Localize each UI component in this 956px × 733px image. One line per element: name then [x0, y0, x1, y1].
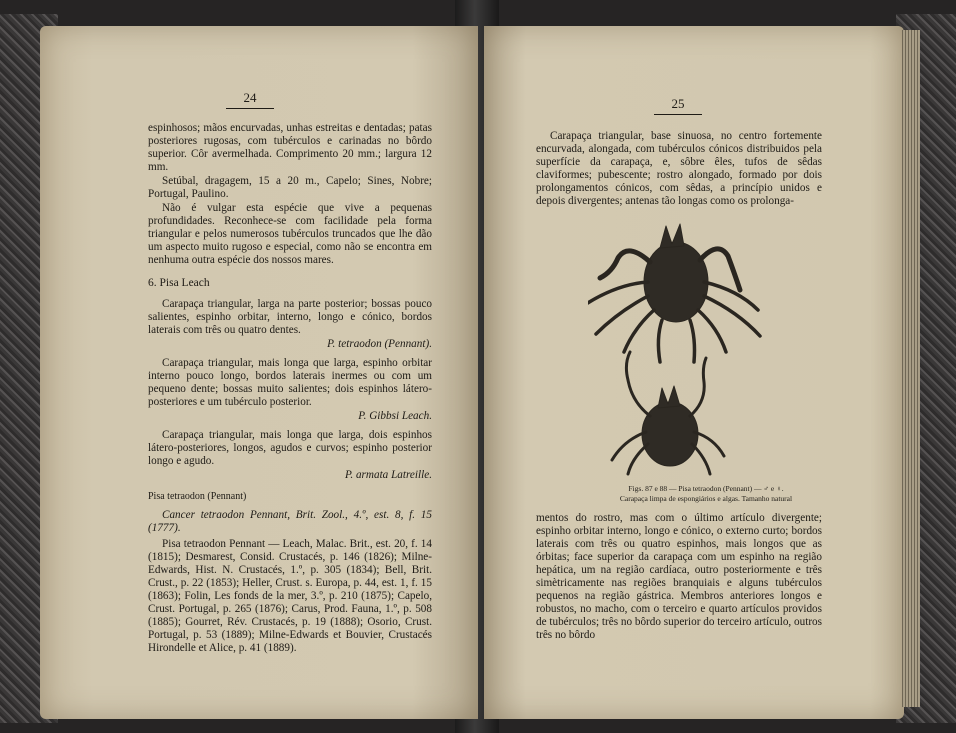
- key-entry-text: Carapaça triangular, mais longa que larga, dois espinhos látero-posteriores, longos, agudos e curvos; espinho posterior longo e agudo.: [148, 429, 432, 467]
- key-entry-text: Carapaça triangular, mais longa que larga, espinho orbitar interno pouco longo, bordos laterais inermes ou com um pequeno dente; bossas muito salientes; dois espinhos látero-posteriores e um tubérculo posterior.: [148, 357, 432, 408]
- reference: Pisa tetraodon Pennant — Leach, Malac. Brit., est. 20, f. 14 (1815); Desmarest, Consid. Crustacés, p. 146 (1826); Milne-Edwards, Hist. N. Crustacés, 1.º, p. 305 (1834); Bell, Brit. Crust., p. 22 (1853); Heller, Crust. s. Europa, p. 44, est. 1, f. 15 (1863); Folin, Les fonds de la mer, 3.º, p. 210 (1875); Capelo, Crust. Portugal, p. 265 (1876); Carus, Prod. Fauna, 1.º, p. 508 (1885); Gourret, Rév. Crustacés, p. 19 (1888); Osorio, Crust. Portugal, p. 53 (1889); Milne-Edwards et Bouvier, Crustacés Hirondelle et Alice, p. 41 (1889).: [148, 538, 432, 654]
- left-page-number: 24: [243, 90, 257, 105]
- genus-heading: 6. Pisa Leach: [148, 277, 210, 289]
- right-bottom-text: [536, 512, 822, 643]
- right-top-text: [536, 130, 822, 209]
- paragraph: Setúbal, dragagem, 15 a 20 m., Capelo; Sines, Nobre; Portugal, Paulino.: [148, 175, 432, 200]
- crab-illustration: [588, 212, 824, 480]
- key-entry-species: P. armata Latreille.: [344, 469, 432, 481]
- paragraph: Não é vulgar esta espécie que vive a pequenas profundidades. Reconhece-se com facilidade pela forma triangular e pelos numerosos tubérculos truncados que lhe dão um aspecto muito rugoso e especial, como não se encontra em nenhuma outra espécie dos nossos mares.: [148, 202, 432, 266]
- reference: Cancer tetraodon Pennant, Brit. Zool., 4.º, est. 8, f. 15 (1777).: [148, 509, 432, 534]
- right-page-number: 25: [671, 96, 685, 111]
- key-entry-text: Carapaça triangular, larga na parte posterior; bossas pouco salientes, espinho orbitar, interno, longo e cónico, bordos laterais com três ou quatro dentes.: [148, 298, 432, 336]
- paragraph: espinhosos; mãos encurvadas, unhas estreitas e dentadas; patas posteriores rugosas, com tubérculos e carinadas no bôrdo superior. Côr avermelhada. Comprimento 20 mm.; largura 12 mm.: [148, 122, 432, 173]
- caption-line: Figs. 87 e 88 — Pisa tetraodon (Pennant) — ♂ e ♀.: [628, 484, 784, 493]
- page-edges: [902, 30, 920, 707]
- figure-caption: [576, 484, 836, 504]
- right-page-number-rule: [654, 114, 702, 115]
- paragraph: mentos do rostro, mas com o último artículo divergente; espinho orbitar interno, longo e cónico, o externo curto; bordos laterais com três ou quatro espinhos, mais longos que as órbitas; face superior da carapaça com um espinho na região hepática, um na região cardíaca, outro posteriormente e três simètricamente nas regiões branquiais e alguns tubérculos pequenos na região gástrica. Membros anteriores longos e robustos, no macho, com o terceiro e quarto artículos providos de tubérculos; três no bôrdo superior do terceiro artículo, outros três no bôrdo: [536, 512, 822, 641]
- crab-figure: [588, 212, 824, 480]
- paragraph: Carapaça triangular, base sinuosa, no centro fortemente encurvada, alongada, com tubérculos cónicos distribuidos pela superfície da carapaça, e, sôbre êles, tufos de sêdas claviformes; pubescente; rostro alongado, formado por dois prolongamentos cónicos, com sêdas, a princípio unidos e depois divergentes; antenas tão longas como os prolonga-: [536, 130, 822, 207]
- left-page: [40, 26, 478, 719]
- species-heading: Pisa tetraodon (Pennant): [148, 491, 247, 502]
- key-entry-species: P. tetraodon (Pennant).: [327, 338, 432, 350]
- left-text-block: [148, 122, 432, 656]
- caption-line: Carapaça limpa de espongiários e algas. Tamanho natural: [619, 494, 793, 503]
- right-page: [484, 26, 904, 719]
- key-entry-species: P. Gibbsi Leach.: [358, 410, 432, 422]
- left-page-number-rule: [226, 108, 274, 109]
